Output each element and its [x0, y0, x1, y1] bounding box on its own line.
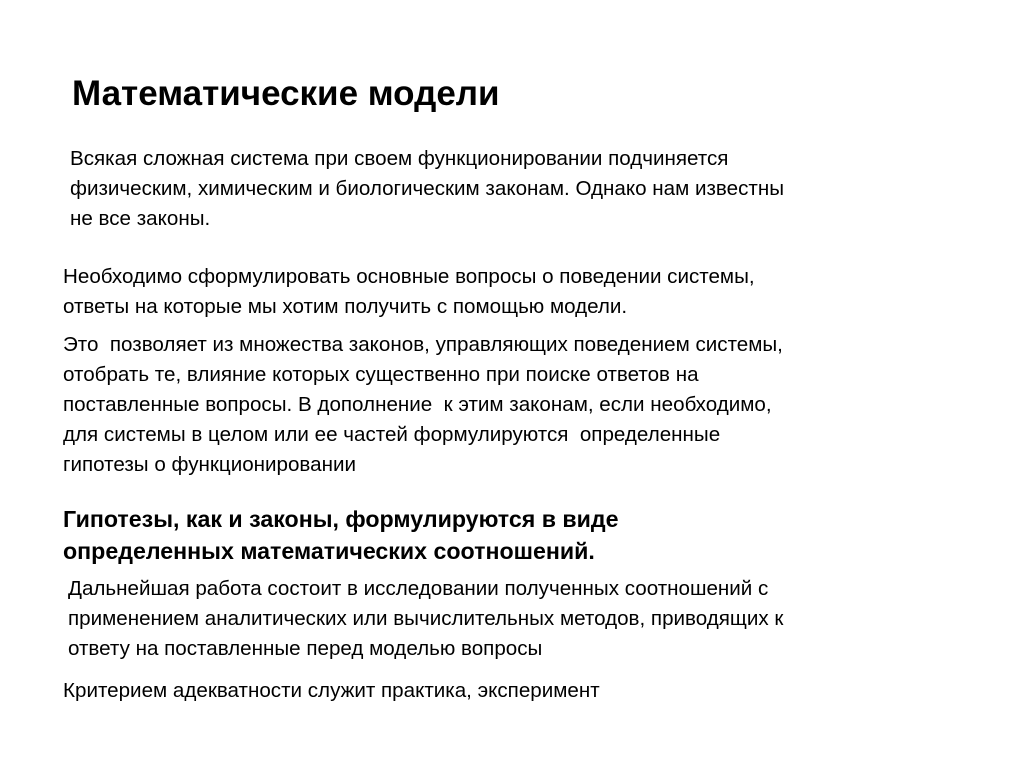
- paragraph-questions: Необходимо сформулировать основные вопросы о поведении системы, ответы на которые мы хотим получить с помощью модели.: [63, 265, 755, 318]
- paragraph-hypotheses-emphasis: Гипотезы, как и законы, формулируются в виде определенных математических соотношений.: [63, 506, 619, 564]
- slide-title: Математические модели: [72, 74, 500, 113]
- paragraph-selection-of-laws: Это позволяет из множества законов, управляющих поведением системы, отобрать те, влияние которых существенно при поиске ответов на поставленные вопросы. В дополнение к этим законам, если необходимо, для системы в целом или ее частей формулируются определенные гипотезы о функционировании: [63, 333, 783, 476]
- paragraph-laws: Всякая сложная система при своем функционировании подчиняется физическим, химическим и биологическим законам. Однако нам известны не все законы.: [70, 147, 784, 230]
- paragraph-adequacy-criterion: Критерием адекватности служит практика, эксперимент: [63, 679, 600, 702]
- paragraph-further-work: Дальнейшая работа состоит в исследовании полученных соотношений с применением аналитических или вычислительных методов, приводящих к ответу на поставленные перед моделью вопросы: [68, 577, 784, 660]
